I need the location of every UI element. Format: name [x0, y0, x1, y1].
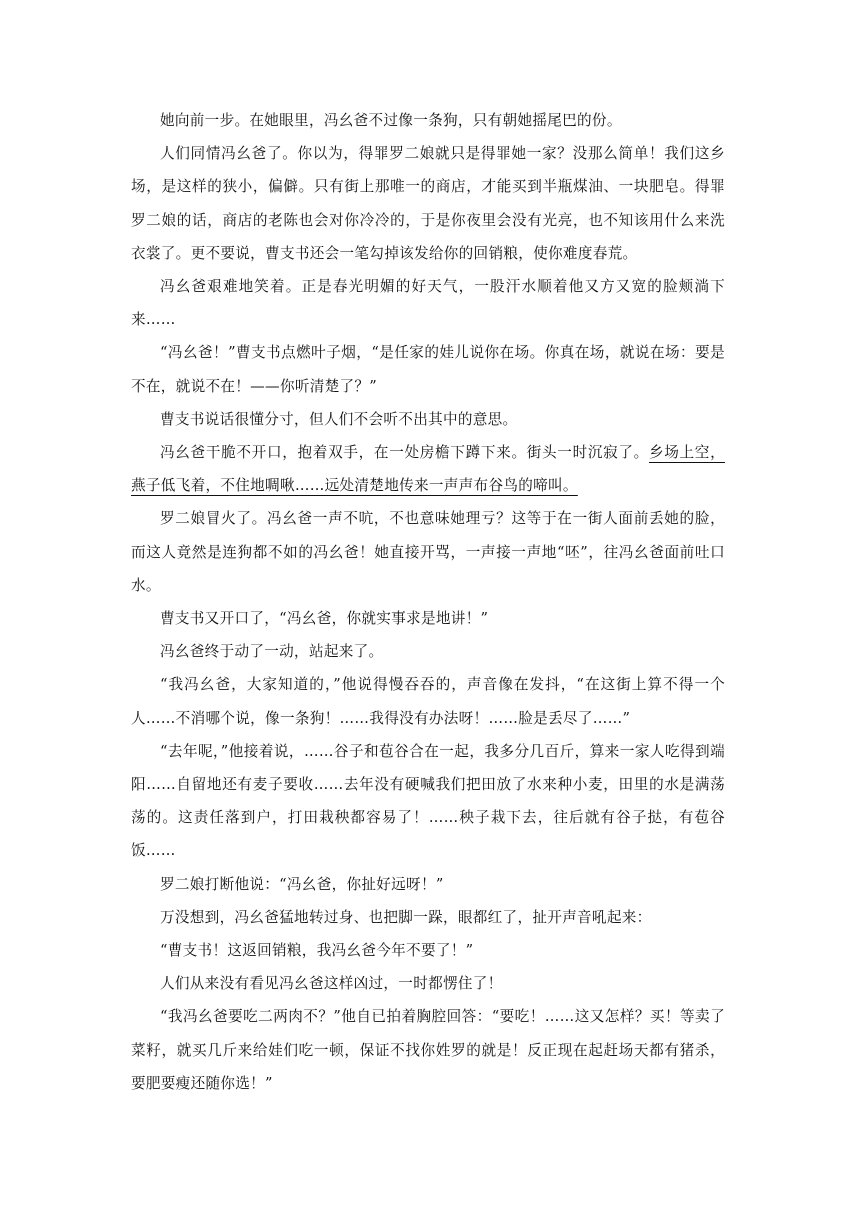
paragraph-5: 曹支书说话很懂分寸，但人们不会听不出其中的意思。: [160, 410, 518, 428]
document-page: [131, 104, 725, 1100]
paragraph-7: 罗二娘冒火了。冯幺爸一声不吭，不也意味她理亏？这等于在一街人面前丢她的脸，而这人竟然是连狗都不如的冯幺爸！她直接开骂，一声接一声地“呸”，往冯幺爸面前吐口水。: [131, 510, 725, 594]
paragraph-11: “去年呢，”他接着说，……谷子和苞谷合在一起，我多分几百斤，算来一家人吃得到端阳……自留地还有麦子要收……去年没有硬喊我们把田放了水来种小麦，田里的水是满荡荡的。这责任落到户，打田栽秧都容易了！……秧子栽下去，往后就有谷子挞，有苞谷饭……: [131, 742, 725, 860]
paragraph-14: “曹支书！这返回销粮，我冯幺爸今年不要了！”: [160, 942, 474, 960]
paragraph-9: 冯幺爸终于动了一动，站起来了。: [160, 643, 384, 661]
paragraph-4: “冯幺爸！”曹支书点燃叶子烟，“是任家的娃儿说你在场。你真在场，就说在场：要是不在，就说不在！——你听清楚了？”: [131, 344, 725, 395]
paragraph-15: 人们从来没有看见冯幺爸这样凶过，一时都愣住了！: [160, 975, 503, 993]
paragraph-6: [131, 436, 725, 502]
underlined-sentence: 乡场上空，燕子低飞着，不住地啁啾……远处清楚地传来一声声布谷鸟的啼叫。: [131, 444, 725, 495]
paragraph-1: 她向前一步。在她眼里，冯幺爸不过像一条狗，只有朝她摇尾巴的份。: [160, 112, 622, 129]
paragraph-2: 人们同情冯幺爸了。你以为，得罪罗二娘就只是得罪她一家？没那么简单！我们这乡场，是这样的狭小，偏僻。只有街上那唯一的商店，才能买到半瓶煤油、一块肥皂。得罪罗二娘的话，商店的老陈也会对你冷冷的，于是你夜里会没有光亮，也不知该用什么来洗衣裳了。更不要说，曹支书还会一笔勾掉该发给你的回销粮，使你难度春荒。: [131, 145, 725, 262]
paragraph-8: 曹支书又开口了，“冯幺爸，你就实事求是地讲！”: [160, 610, 489, 628]
paragraph-3: 冯幺爸艰难地笑着。正是春光明媚的好天气，一股汗水顺着他又方又宽的脸颊淌下来……: [131, 278, 725, 329]
paragraph-12: 罗二娘打断他说：“冯幺爸，你扯好远呀！”: [160, 875, 444, 893]
paragraph-13: 万没想到，冯幺爸猛地转过身、也把脚一跺，眼都红了，扯开声音吼起来：: [160, 908, 652, 926]
paragraph-16: “我冯幺爸要吃二两肉不？”他自已拍着胸腔回答：“要吃！……这又怎样？买！等卖了菜籽，就买几斤来给娃们吃一顿，保证不找你姓罗的就是！反正现在起赶场天都有猪杀，要肥要瘦还随你选！”: [131, 1008, 725, 1092]
paragraph-6-plain-text: 冯幺爸干脆不开口，抱着双手，在一处房檐下蹲下来。街头一时沉寂了。: [160, 444, 649, 462]
paragraph-10: “我冯幺爸，大家知道的，”他说得慢吞吞的，声音像在发抖，“在这街上算不得一个人……不消哪个说，像一条狗！……我得没有办法呀！……脸是丢尽了……”: [131, 676, 725, 727]
